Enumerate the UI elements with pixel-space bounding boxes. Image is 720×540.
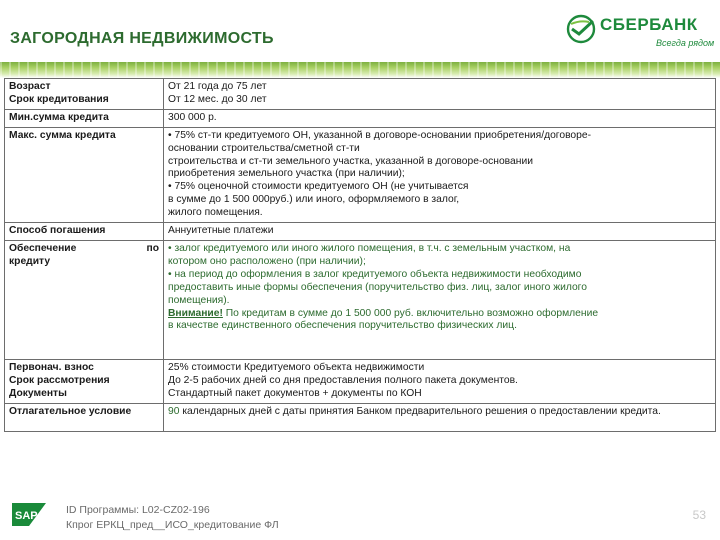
footer-text [66,503,279,533]
repay-value: Аннуитетные платежи [164,223,716,241]
table-row [5,127,716,222]
down-label: Первонач. взнос Срок рассмотрения Документы [5,360,164,404]
sap-logo [12,503,46,526]
max-value: • 75% ст-ти кредитуемого ОН, указанной в договоре-основании приобретения/договоре- основании строительства/сметной ст-ти строительства и ст-ти земельного участка, указанной в договоре-основании приобретения земельного участка (при наличии); • 75% оценочной стоимости кредитуемого ОН (не учитывается в сумме до 1 500 000руб.) или иного, оформляемого в залог, жилого помещения. [164,127,716,222]
review-label: Срок рассмотрения [9,375,110,387]
security-value: • залог кредитуемого или иного жилого помещения, в т.ч. с земельным участком, на котором оно расположено (при наличии); • на период до оформления в залог кредитуемого объекта недвижимости необходимо предоставить иные формы обеспечения (поручительство физ. лиц, залог иного жилого помещения). Внимание! По кредитам в сумме до 1 500 000 руб. включительно возможно оформление в качестве единственного обеспечения поручительство физических лиц. [164,240,716,359]
repay-label: Способ погашения [5,223,164,241]
docs-label: Документы [9,388,67,400]
age-value: От 21 года до 75 лет От 12 мес. до 30 лет [164,79,716,110]
defer-label: Отлагательное условие [5,404,164,432]
conditions-table [4,78,716,432]
max-label: Макс. сумма кредита [5,127,164,222]
program-id: ID Программы: L02-CZ02-196 [66,504,210,516]
page-number: 53 [692,508,706,522]
min-label: Мин.сумма кредита [5,109,164,127]
page-title: ЗАГОРОДНАЯ НЕДВИЖИМОСТЬ [10,30,274,47]
logo-slogan: Всегда рядом [656,38,715,48]
table-row [5,79,716,110]
term-label: Срок кредитования [9,93,109,105]
min-value: 300 000 р. [164,109,716,127]
review-value: До 2-5 рабочих дней со дня предоставления полного пакета документов. [168,375,518,387]
table-row [5,404,716,432]
table-row [5,109,716,127]
logo-name: СБЕРБАНК [600,15,698,34]
down-value: 25% стоимости Кредитуемого объекта недвижимости До 2-5 рабочих дней со дня предоставления полного пакета документов. Стандартный пакет документов + документы по КОН [164,360,716,404]
docs-value: Стандартный пакет документов + документы по КОН [168,388,422,400]
table-row [5,223,716,241]
age-label: Возраст Срок кредитования [5,79,164,110]
program-name: Кпрог ЕРКЦ_пред__ИСО_кредитование ФЛ [66,519,279,531]
table-row [5,360,716,404]
defer-value: 90 календарных дней с даты принятия Банком предварительного решения о предоставлении кредита. [164,404,716,432]
term-value: От 12 мес. до 30 лет [168,93,267,105]
table-row [5,240,716,359]
security-label: Обеспечение по кредиту [5,240,164,359]
sberbank-emblem-icon [566,14,596,44]
sberbank-logo [566,14,716,52]
header-band-texture [0,62,720,78]
svg-text:SAP: SAP [15,510,38,522]
warning-label: Внимание! [168,307,223,319]
